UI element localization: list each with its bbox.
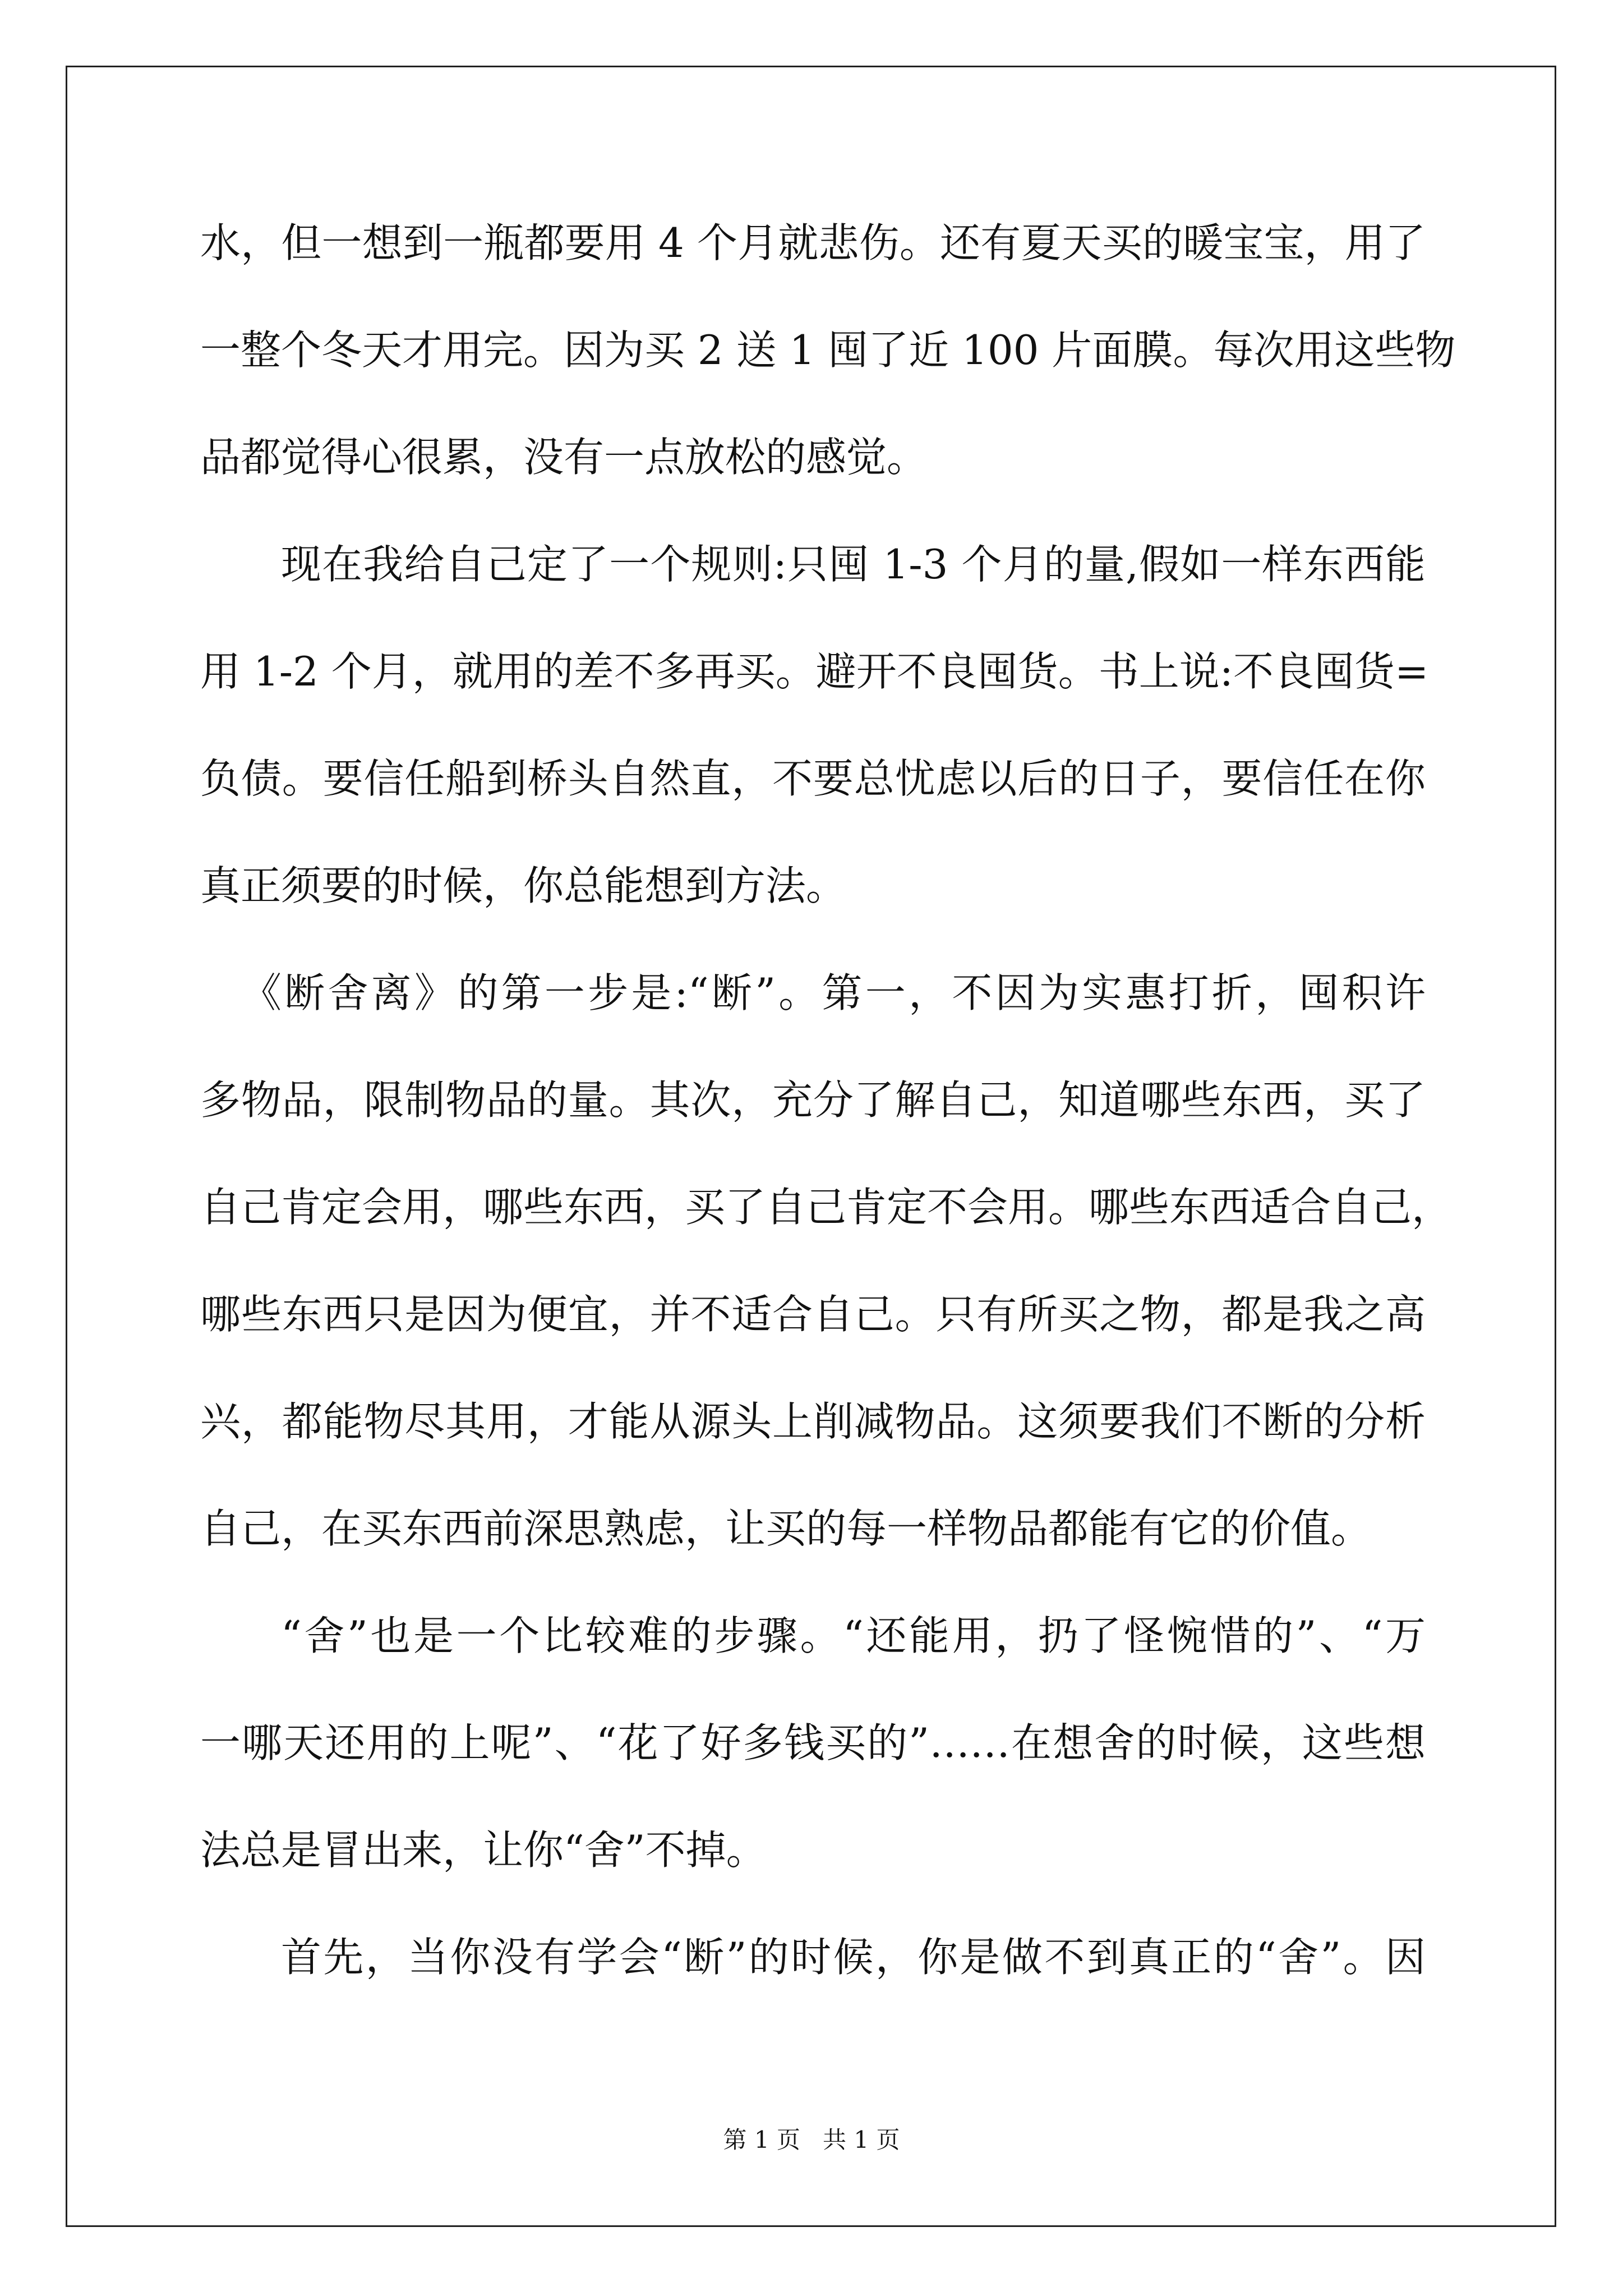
text-line: 自己，在买东西前深思熟虑，让买的每一样物品都能有它的价值。: [200, 1505, 1372, 1552]
text-line: 哪些东西只是因为便宜，并不适合自己。只有所买之物，都是我之高: [200, 1291, 1426, 1338]
text-line: 《断舍离》的第一步是:“断”。第一，不因为实惠打折，囤积许: [241, 969, 1426, 1016]
text-line: 兴，都能物尽其用，才能从源头上削减物品。这须要我们不断的分析: [200, 1398, 1426, 1445]
text-line: 负债。要信任船到桥头自然直，不要总忧虑以后的日子，要信任在你: [200, 755, 1426, 802]
text-line: 真正须要的时候，你总能想到方法。: [200, 862, 847, 909]
page-border: [66, 66, 1556, 2227]
page-footer: [0, 2123, 1623, 2157]
text-line: 现在我给自己定了一个规则:只囤 1-3 个月的量,假如一样东西能: [281, 541, 1426, 588]
text-line: 一整个冬天才用完。因为买 2 送 1 囤了近 100 片面膜。每次用这些物: [200, 326, 1456, 374]
text-line: 首先，当你没有学会“断”的时候，你是做不到真正的“舍”。因: [281, 1934, 1426, 1981]
text-line: “舍”也是一个比较难的步骤。“还能用，扔了怪惋惜的”、“万: [281, 1612, 1426, 1659]
text-line: 法总是冒出来，让你“舍”不掉。: [200, 1826, 767, 1874]
text-line: 用 1-2 个月，就用的差不多再买。避开不良囤货。书上说:不良囤货=: [200, 648, 1429, 695]
page-number-label: 第 1 页 共 1 页: [723, 2126, 900, 2154]
text-line: 品都觉得心很累，没有一点放松的感觉。: [200, 434, 928, 481]
text-line: 水，但一想到一瓶都要用 4 个月就悲伤。还有夏天买的暖宝宝，用了: [200, 219, 1426, 266]
text-line: 自己肯定会用，哪些东西，买了自己肯定不会用。哪些东西适合自己，: [200, 1184, 1453, 1231]
text-line: 一哪天还用的上呢”、“花了好多钱买的”……在想舍的时候，这些想: [200, 1719, 1426, 1766]
text-line: 多物品，限制物品的量。其次，充分了解自己，知道哪些东西，买了: [200, 1076, 1426, 1124]
